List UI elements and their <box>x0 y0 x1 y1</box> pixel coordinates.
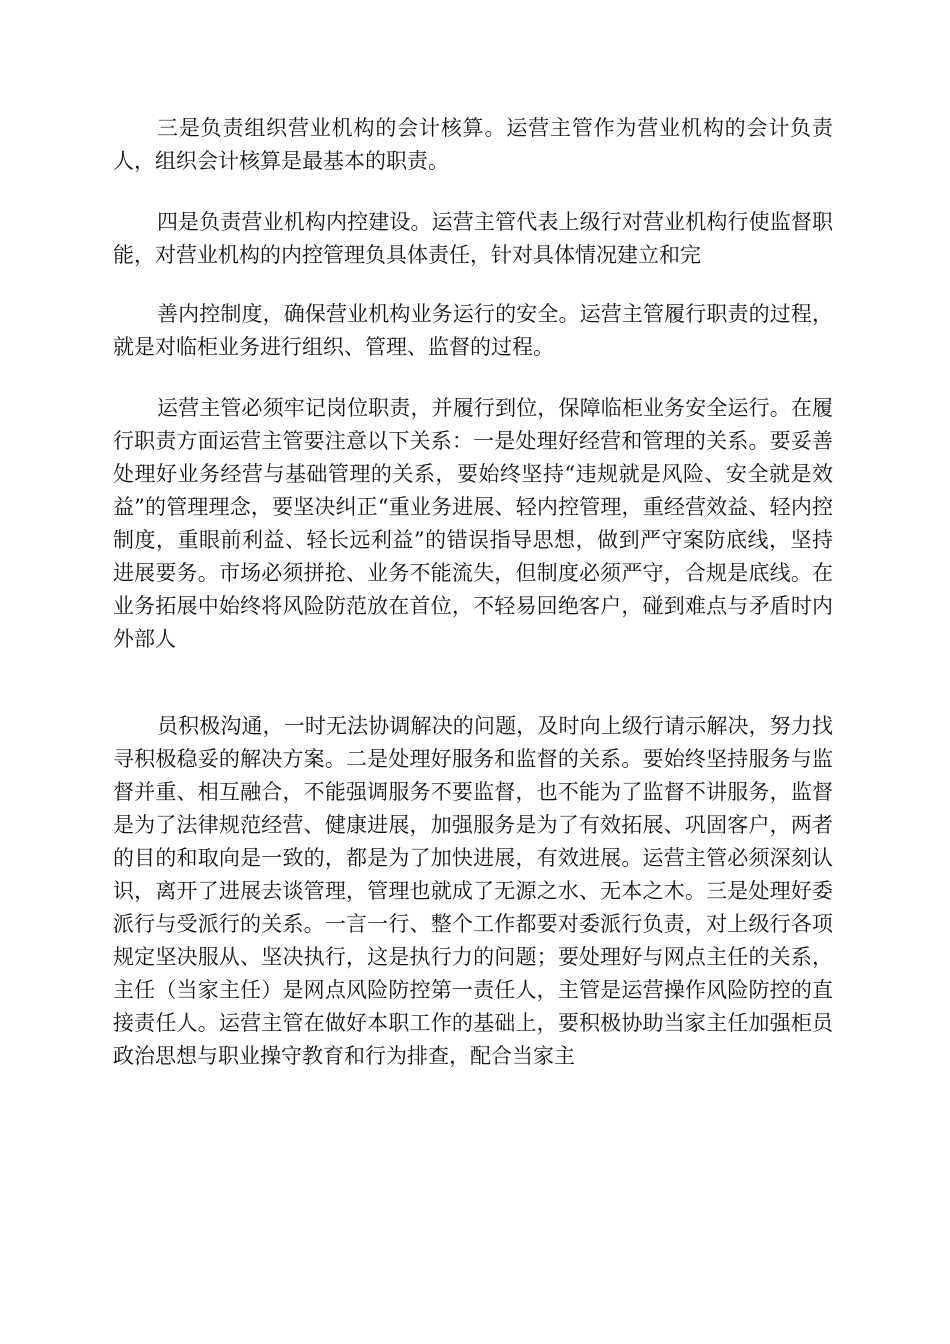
paragraph-2: 四是负责营业机构内控建设。运营主管代表上级行对营业机构行使监督职能，对营业机构的内控管理负具体责任，针对具体情况建立和完 <box>113 210 833 267</box>
paragraph-4: 运营主管必须牢记岗位职责，并履行到位，保障临柜业务安全运行。在履行职责方面运营主管要注意以下关系：一是处理好经营和管理的关系。要妥善处理好业务经营与基础管理的关系，要始终坚持“违规就是风险、安全就是效益”的管理理念，要坚决纠正“重业务进展、轻内控管理，重经营效益、轻内控制度，重眼前利益、轻长远利益”的错误指导思想，做到严守案防底线，坚持进展要务。市场必须拼抢、业务不能流失，但制度必须严守，合规是底线。在业务拓展中始终将风险防范放在首位，不轻易回绝客户，碰到难点与矛盾时内外部人 <box>113 396 833 651</box>
paragraph-3: 善内控制度，确保营业机构业务运行的安全。运营主管履行职责的过程，就是对临柜业务进行组织、管理、监督的过程。 <box>113 302 833 359</box>
paragraph-1: 三是负责组织营业机构的会计核算。运营主管作为营业机构的会计负责人，组织会计核算是最基本的职责。 <box>113 116 833 173</box>
paragraph-5: 员积极沟通，一时无法协调解决的问题，及时向上级行请示解决，努力找寻积极稳妥的解决方案。二是处理好服务和监督的关系。要始终坚持服务与监督并重、相互融合，不能强调服务不要监督，也不能为了监督不讲服务，监督是为了法律规范经营、健康进展，加强服务是为了有效拓展、巩固客户，两者的目的和取向是一致的，都是为了加快进展，有效进展。运营主管必须深刻认识，离开了进展去谈管理，管理也就成了无源之水、无本之木。三是处理好委派行与受派行的关系。一言一行、整个工作都要对委派行负责，对上级行各项规定坚决服从、坚决执行，这是执行力的问题；要处理好与网点主任的关系，主任（当家主任）是网点风险防控第一责任人，主管是运营操作风险防控的直接责任人。运营主管在做好本职工作的基础上，要积极协助当家主任加强柜员政治思想与职业操守教育和行为排查，配合当家主 <box>113 714 833 1068</box>
